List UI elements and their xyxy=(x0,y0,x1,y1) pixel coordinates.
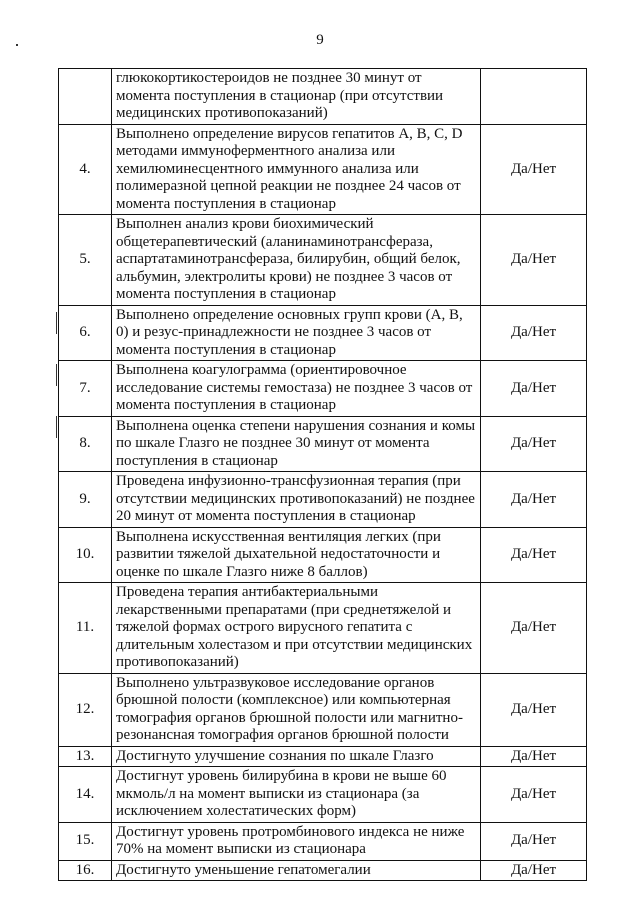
criterion-answer: Да/Нет xyxy=(481,361,587,417)
row-number: 10. xyxy=(59,527,112,583)
row-number: 13. xyxy=(59,746,112,767)
criterion-text: Выполнено ультразвуковое исследование органов брюшной полости (комплексное) или компьютерная томография органов брюшной полости или магнитно-резонансная томография органов брюшной полости xyxy=(112,673,481,746)
table-row xyxy=(59,124,587,215)
criterion-text: Выполнена искусственная вентиляция легких (при развитии тяжелой дыхательной недостаточности и оценке по шкале Глазго ниже 8 баллов) xyxy=(112,527,481,583)
criterion-text: Выполнено определение основных групп крови (A, B, 0) и резус-принадлежности не позднее 3 часов от момента поступления в стационар xyxy=(112,305,481,361)
criterion-text: Выполнена коагулограмма (ориентировочное исследование системы гемостаза) не позднее 3 часов от момента поступления в стационар xyxy=(112,361,481,417)
row-number: 4. xyxy=(59,124,112,215)
criterion-text: Выполнено определение вирусов гепатитов A, B, C, D методами иммуноферментного анализа или хемилюминесцентного иммунного анализа или полимеразной цепной реакции не позднее 24 часов от момента поступления в стационар xyxy=(112,124,481,215)
table-row xyxy=(59,472,587,528)
criterion-text: Выполнена оценка степени нарушения сознания и комы по шкале Глазго не позднее 30 минут от момента поступления в стационар xyxy=(112,416,481,472)
criterion-answer: Да/Нет xyxy=(481,822,587,860)
row-number: 16. xyxy=(59,860,112,881)
criterion-answer: Да/Нет xyxy=(481,472,587,528)
scan-mark xyxy=(16,44,18,46)
quality-criteria-table xyxy=(58,68,587,881)
criterion-answer: Да/Нет xyxy=(481,416,587,472)
criterion-text: глюкокортикостероидов не позднее 30 минут от момента поступления в стационар (при отсутствии медицинских противопоказаний) xyxy=(112,69,481,125)
row-number: 6. xyxy=(59,305,112,361)
page-number: 9 xyxy=(316,32,324,48)
criterion-text: Достигнут уровень билирубина в крови не выше 60 мкмоль/л на момент выписки из стационара (за исключением холестатических форм) xyxy=(112,767,481,823)
criterion-text: Проведена терапия антибактериальными лекарственными препаратами (при среднетяжелой и тяжелой формах острого вирусного гепатита с длительным холестазом и при отсутствии медицинских противопоказаний) xyxy=(112,583,481,674)
criterion-answer: Да/Нет xyxy=(481,305,587,361)
criterion-answer: Да/Нет xyxy=(481,215,587,306)
criterion-answer: Да/Нет xyxy=(481,583,587,674)
row-number xyxy=(59,69,112,125)
scan-mark xyxy=(56,364,57,386)
row-number: 11. xyxy=(59,583,112,674)
table-row xyxy=(59,69,587,125)
table-row xyxy=(59,527,587,583)
row-number: 9. xyxy=(59,472,112,528)
table-row xyxy=(59,416,587,472)
criterion-answer: Да/Нет xyxy=(481,746,587,767)
row-number: 8. xyxy=(59,416,112,472)
table-row xyxy=(59,215,587,306)
table-row xyxy=(59,305,587,361)
scan-mark xyxy=(56,312,57,334)
criterion-answer: Да/Нет xyxy=(481,124,587,215)
table-row xyxy=(59,361,587,417)
row-number: 5. xyxy=(59,215,112,306)
table-row xyxy=(59,767,587,823)
table-row xyxy=(59,822,587,860)
row-number: 15. xyxy=(59,822,112,860)
criterion-answer: Да/Нет xyxy=(481,673,587,746)
scan-mark xyxy=(56,416,57,438)
table-row xyxy=(59,583,587,674)
row-number: 14. xyxy=(59,767,112,823)
criterion-text: Достигнуто уменьшение гепатомегалии xyxy=(112,860,481,881)
table-row xyxy=(59,673,587,746)
criterion-text: Проведена инфузионно-трансфузионная терапия (при отсутствии медицинских противопоказаний) не позднее 20 минут от момента поступления в стационар xyxy=(112,472,481,528)
criterion-answer: Да/Нет xyxy=(481,860,587,881)
table-row xyxy=(59,746,587,767)
row-number: 12. xyxy=(59,673,112,746)
row-number: 7. xyxy=(59,361,112,417)
table-row xyxy=(59,860,587,881)
criterion-answer: Да/Нет xyxy=(481,527,587,583)
criterion-answer: Да/Нет xyxy=(481,767,587,823)
criterion-text: Выполнен анализ крови биохимический общетерапевтический (аланинаминотрансфераза, аспартатаминотрансфераза, билирубин, общий белок, альбумин, электролиты крови) не позднее 3 часов от момента поступления в стационар xyxy=(112,215,481,306)
criterion-answer xyxy=(481,69,587,125)
criterion-text: Достигнуто улучшение сознания по шкале Глазго xyxy=(112,746,481,767)
criterion-text: Достигнут уровень протромбинового индекса не ниже 70% на момент выписки из стационара xyxy=(112,822,481,860)
